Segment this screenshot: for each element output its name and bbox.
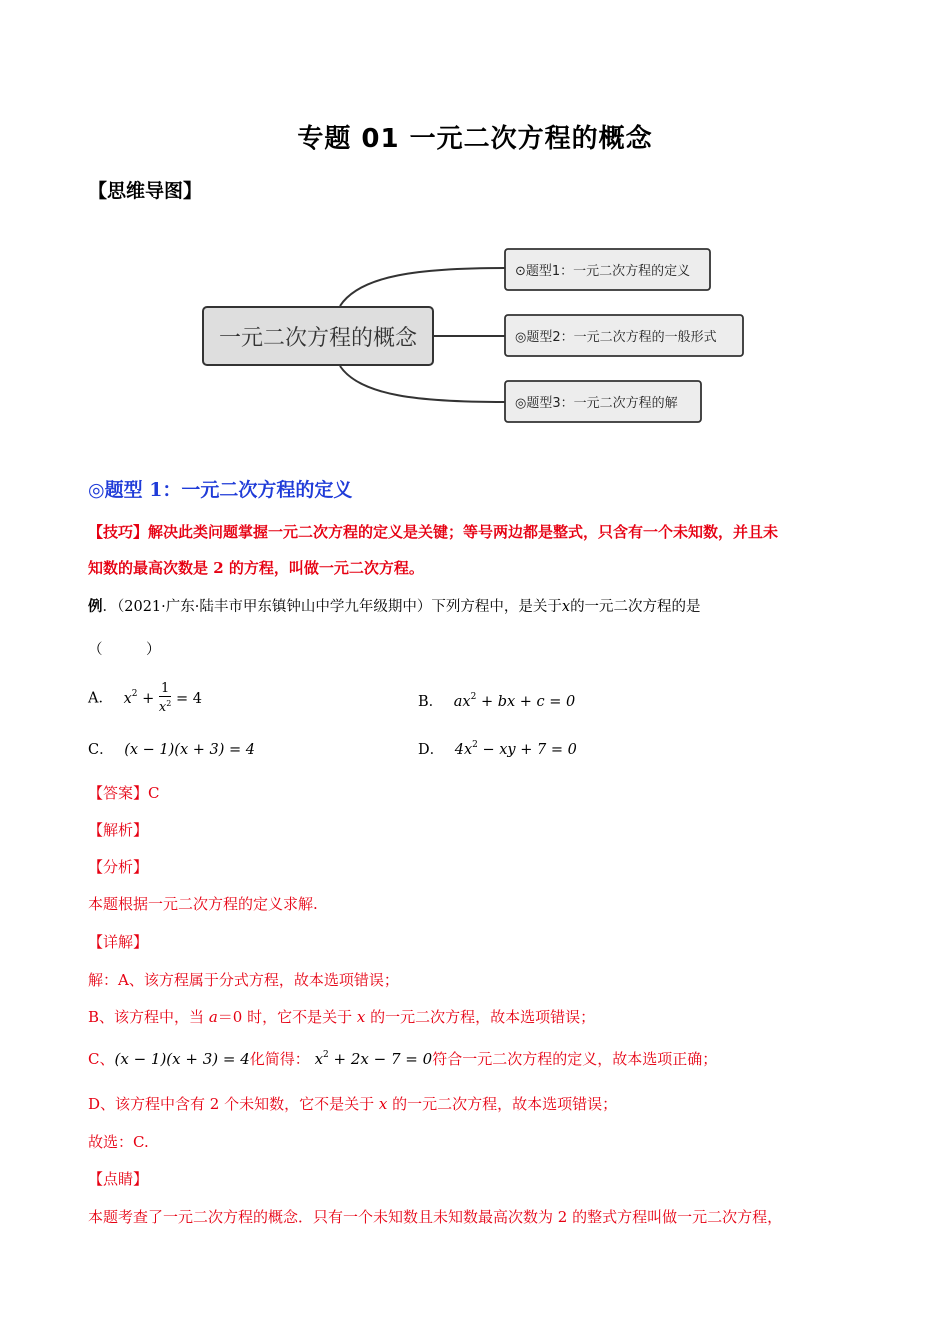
mindmap-root-label: 一元二次方程的概念	[218, 326, 418, 351]
sol2-var: a	[208, 1008, 218, 1026]
mindmap-branch-2-label: ◎题型2：一元二次方程的一般形式	[515, 330, 717, 345]
option-c-eq: (x − 1)(x + 3) = 4	[124, 742, 255, 758]
tip-text-1: 解决此类问题掌握一元二次方程的定义是关键；等号两边都是整式，只含有一个未知数，并且未	[148, 523, 779, 541]
xiangjie-label: 【详解】	[88, 933, 149, 951]
example-var: x	[561, 599, 571, 615]
sol4-a: D、该方程中含有 2 个未知数，它不是关于	[88, 1095, 375, 1113]
sol3-eq2-exp: 2	[323, 1050, 329, 1060]
sol3-c: 符合一元二次方程的定义，故本选项正确；	[432, 1050, 718, 1068]
option-a-plus: +	[142, 690, 155, 707]
option-b-term: ax	[453, 694, 471, 710]
option-a-num: 1	[159, 682, 171, 697]
sol3-a: C、	[88, 1050, 115, 1068]
option-d-term: 4x	[454, 742, 473, 758]
option-a-den: x	[158, 700, 167, 715]
sol2-var2: x	[356, 1008, 366, 1026]
tip-line-1	[88, 521, 778, 542]
example-intro-a: ．（2021·广东·陆丰市甲东镇钟山中学九年级期中）下列方程中，是关于	[102, 599, 562, 615]
option-a-label: A．	[88, 690, 113, 707]
sol4-b: 的一元二次方程，故本选项错误；	[392, 1095, 618, 1113]
option-a-den-exp: 2	[166, 699, 172, 708]
mindmap-section-title: 【思维导图】	[88, 180, 203, 202]
option-a-var: x	[123, 690, 132, 707]
mindmap-branch-1-label: ⊙题型1：一元二次方程的定义	[515, 264, 691, 279]
tip-label: 【技巧】	[88, 523, 149, 541]
solution-line-1: 解：A、该方程属于分式方程，故本选项错误；	[88, 971, 399, 989]
solution-line-4	[88, 1093, 617, 1114]
sol4-var: x	[378, 1095, 388, 1113]
example-label: 例	[88, 598, 103, 615]
option-c-label: C．	[88, 742, 114, 758]
example-question	[88, 595, 701, 616]
option-d-rest: − xy + 7 = 0	[482, 742, 577, 758]
sol3-eq2-rest: + 2x − 7 = 0	[333, 1050, 433, 1068]
option-a	[88, 682, 202, 715]
sol2-b: ＝0 时，它不是关于	[217, 1008, 353, 1026]
option-b	[418, 690, 575, 711]
example-intro-b: 的一元二次方程的是	[570, 599, 701, 615]
solution-line-3	[88, 1048, 717, 1069]
example-paren: （ ）	[88, 642, 161, 658]
sol3-eq1: (x − 1)(x + 3) = 4	[114, 1050, 250, 1068]
topic1-heading: ◎题型 1：一元二次方程的定义	[88, 479, 353, 501]
sol2-a: B、该方程中，当	[88, 1008, 205, 1026]
solution-line-2	[88, 1006, 595, 1027]
tip-line-2: 知数的最高次数是 2 的方程，叫做一元二次方程。	[88, 559, 424, 577]
fenxi-label: 【分析】	[88, 858, 149, 876]
option-c	[88, 738, 255, 759]
mindmap-branch-3-label: ◎题型3：一元二次方程的解	[515, 396, 678, 411]
sol3-eq2-var: x	[314, 1050, 324, 1068]
sol3-b: 化简得：	[249, 1050, 310, 1068]
mindmap	[0, 0, 950, 460]
option-a-rhs: = 4	[175, 690, 202, 707]
option-d-exp: 2	[472, 740, 478, 750]
option-b-exp: 2	[470, 692, 477, 702]
option-b-label: B．	[418, 694, 444, 710]
sol2-c: 的一元二次方程，故本选项错误；	[370, 1008, 596, 1026]
option-a-fraction	[159, 682, 171, 715]
jiexi-label: 【解析】	[88, 821, 149, 839]
option-d	[418, 738, 577, 759]
page-title: 专题 01 一元二次方程的概念	[297, 124, 653, 154]
option-b-rest: + bx + c = 0	[480, 694, 576, 710]
mindmap-connector-1	[340, 268, 505, 306]
option-d-label: D．	[418, 742, 445, 758]
dianjing-text: 本题考查了一元二次方程的概念．只有一个未知数且未知数最高次数为 2 的整式方程叫做一元二次方程，	[88, 1208, 783, 1226]
dianjing-label: 【点睛】	[88, 1170, 149, 1188]
mindmap-connector-3	[340, 366, 505, 402]
fenxi-text: 本题根据一元二次方程的定义求解.	[88, 895, 318, 913]
answer: 【答案】C	[88, 784, 160, 802]
option-a-exp: 2	[131, 688, 138, 699]
solution-line-5: 故选：C.	[88, 1133, 149, 1151]
